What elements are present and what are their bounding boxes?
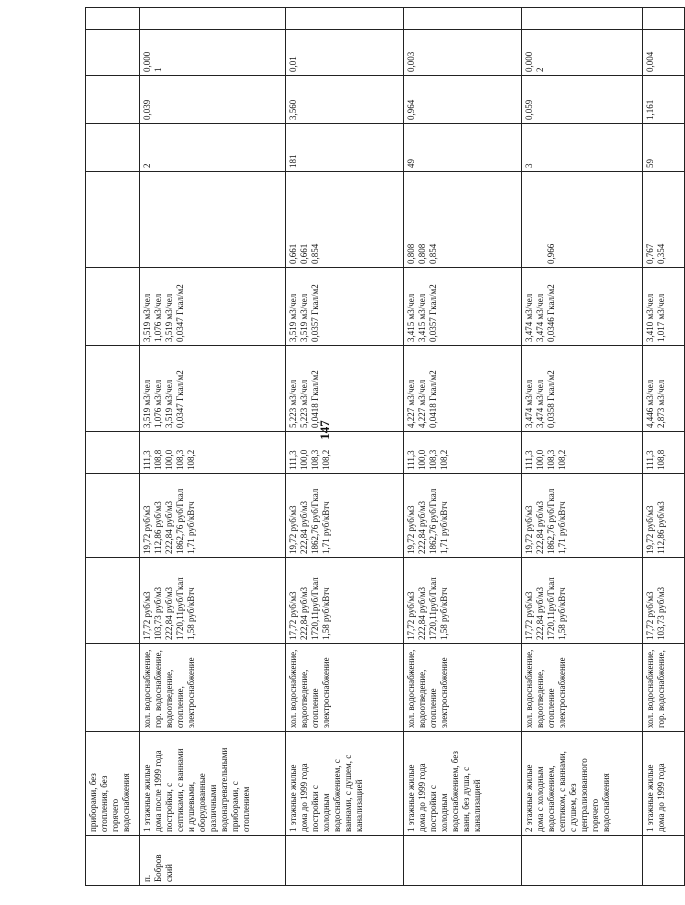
table-cell: 3,474 м3/чел 3,474 м3/чел 0,0346 Гкал/м2 — [522, 268, 643, 346]
table-cell: 111,3 108,8 — [643, 432, 685, 474]
table-cell: 0,01 — [286, 30, 404, 76]
table-cell: 19,72 руб/м3 222,84 руб/м3 1862,76 руб/Гкал 1,71 руб/кВтч — [286, 474, 404, 558]
table-cell: 19,72 руб/м3 112,86 руб/м3 — [643, 474, 685, 558]
table-cell: хол. водоснабжение, гор. водоснабжение, — [643, 644, 685, 732]
table-cell — [86, 836, 140, 886]
table-cell: 0,004 — [643, 30, 685, 76]
page-number: 147 — [317, 420, 332, 440]
table-cell — [404, 836, 522, 886]
table-cell: 0,039 — [140, 76, 286, 124]
table-cell: 0,000 1 — [140, 30, 286, 76]
table-cell: 17,72 руб/м3 103,73 руб/м3 — [643, 558, 685, 644]
table-cell — [286, 836, 404, 886]
table-cell: 0,003 — [404, 30, 522, 76]
table-cell: п. Бобров ский — [140, 836, 286, 886]
table-cell — [140, 172, 286, 268]
table-cell — [86, 172, 140, 268]
table-cell: хол. водоснабжение, водоотведение, отопление электроснабжение — [286, 644, 404, 732]
table-cell: 3,560 — [286, 76, 404, 124]
table-cell: 17,72 руб/м3 222,84 руб/м3 1720,11руб/Гкал 1,58 руб/кВтч — [404, 558, 522, 644]
table-cell: 0,767 0,354 — [643, 172, 685, 268]
table-cell — [86, 268, 140, 346]
table-cell: 17,72 руб/м3 222,84 руб/м3 1720,11руб/Гкал 1,58 руб/кВтч — [522, 558, 643, 644]
table-cell — [86, 124, 140, 172]
table-cell — [86, 644, 140, 732]
table-cell: 0,966 — [522, 172, 643, 268]
table-frame — [85, 8, 666, 886]
table-cell — [86, 8, 140, 30]
table-cell: 0,661 0,661 0,854 — [286, 172, 404, 268]
table-cell — [286, 8, 404, 30]
table-cell: 19,72 руб/м3 222,84 руб/м3 1862,76 руб/Гкал 1,71 руб/кВтч — [404, 474, 522, 558]
table-cell — [140, 8, 286, 30]
table-cell — [86, 474, 140, 558]
table-cell: 0,808 0,808 0,854 — [404, 172, 522, 268]
table-cell: 49 — [404, 124, 522, 172]
table-cell: 3,519 м3/чел 3,519 м3/чел 0,0357 Гкал/м2 — [286, 268, 404, 346]
table-cell: 1 этажные жилые дома после 1999 года постройки, с септиками, с ваннами и душевыми, оборудованные различными водонагревательными приборами, с отоплением — [140, 732, 286, 836]
table-cell: 0,000 2 — [522, 30, 643, 76]
table-cell: 111,3 108,8 100,0 108,3 108,2 — [140, 432, 286, 474]
table-cell: 3,474 м3/чел 3,474 м3/чел 0,0358 Гкал/м2 — [522, 346, 643, 432]
table-row — [286, 8, 404, 886]
table-cell: 111,3 100,0 108,3 108,2 — [522, 432, 643, 474]
table-cell — [86, 346, 140, 432]
table-cell: 3 — [522, 124, 643, 172]
table-body — [86, 8, 685, 886]
table-cell: 181 — [286, 124, 404, 172]
table-row — [140, 8, 286, 886]
table-cell: 3,415 м3/чел 3,415 м3/чел 0,0357 Гкал/м2 — [404, 268, 522, 346]
table-cell — [404, 8, 522, 30]
table-cell — [86, 558, 140, 644]
table-cell: 3,519 м3/чел 1,076 м3/чел 3,519 м3/чел 0,0347 Гкал/м2 — [140, 268, 286, 346]
table-cell: хол. водоснабжение, водоотведение, отопление электроснабжение — [522, 644, 643, 732]
table-cell: 1 этажные жилые дома до 1999 года постройки с холодным водоснабжением, без ванн, без душа, с канализацией — [404, 732, 522, 836]
table-cell — [522, 836, 643, 886]
table-cell: 17,72 руб/м3 222,84 руб/м3 1720,11руб/Гкал 1,58 руб/кВтч — [286, 558, 404, 644]
table-cell: приборами, без отопления, без горячего водоснабжения — [86, 732, 140, 836]
table-cell: хол. водоснабжение, водоотведение, отопление электроснабжение — [404, 644, 522, 732]
table-cell — [643, 8, 685, 30]
table-cell: 4,446 м3/чел 2,873 м3/чел — [643, 346, 685, 432]
tariff-table — [85, 7, 685, 886]
table-cell: 1,161 — [643, 76, 685, 124]
table-cell: 1 этажные жилые дома до 1999 года — [643, 732, 685, 836]
table-cell — [86, 432, 140, 474]
table-cell: 0,964 — [404, 76, 522, 124]
table-cell — [86, 76, 140, 124]
table-cell: 5,223 м3/чел 5,223 м3/чел 0,0418 Гкал/м2 — [286, 346, 404, 432]
table-row — [404, 8, 522, 886]
table-cell: 59 — [643, 124, 685, 172]
table-cell: 19,72 руб/м3 222,84 руб/м3 1862,76 руб/Гкал 1,71 руб/кВтч — [522, 474, 643, 558]
table-cell: 111,3 100,0 108,3 108,2 — [404, 432, 522, 474]
table-cell: 3,410 м3/чел 1,017 м3/чел — [643, 268, 685, 346]
table-row — [643, 8, 685, 886]
table-cell — [86, 30, 140, 76]
rotated-table — [85, 8, 666, 886]
table-cell: 2 этажные жилые дома с холодным водоснабжением, септиком, с ваннами, с душем, без централизованного горячего водоснабжения — [522, 732, 643, 836]
table-cell: 19,72 руб/м3 112,86 руб/м3 222,84 руб/м3 1862,76 руб/Гкал 1,71 руб/кВтч — [140, 474, 286, 558]
table-cell: хол. водоснабжение, гор. водоснабжение, водоотведение, отопление, электроснабжение — [140, 644, 286, 732]
table-row — [522, 8, 643, 886]
table-cell: 111,3 100,0 108,3 108,2 — [286, 432, 404, 474]
table-cell — [643, 836, 685, 886]
table-cell: 0,059 — [522, 76, 643, 124]
table-cell: 1 этажные жилые дома до 1999 года постройки с холодным водоснабжением, с ваннами, с душем, с канализацией — [286, 732, 404, 836]
table-cell: 4,227 м3/чел 4,227 м3/чел 0,0418 Гкал/м2 — [404, 346, 522, 432]
table-cell — [522, 8, 643, 30]
table-cell: 17,72 руб/м3 103,73 руб/м3 222,84 руб/м3 1720,11руб/Гкал 1,58 руб/кВтч — [140, 558, 286, 644]
table-cell: 2 — [140, 124, 286, 172]
table-row — [86, 8, 140, 886]
table-cell: 3,519 м3/чел 1,076 м3/чел 3,519 м3/чел 0,0347 Гкал/м2 — [140, 346, 286, 432]
